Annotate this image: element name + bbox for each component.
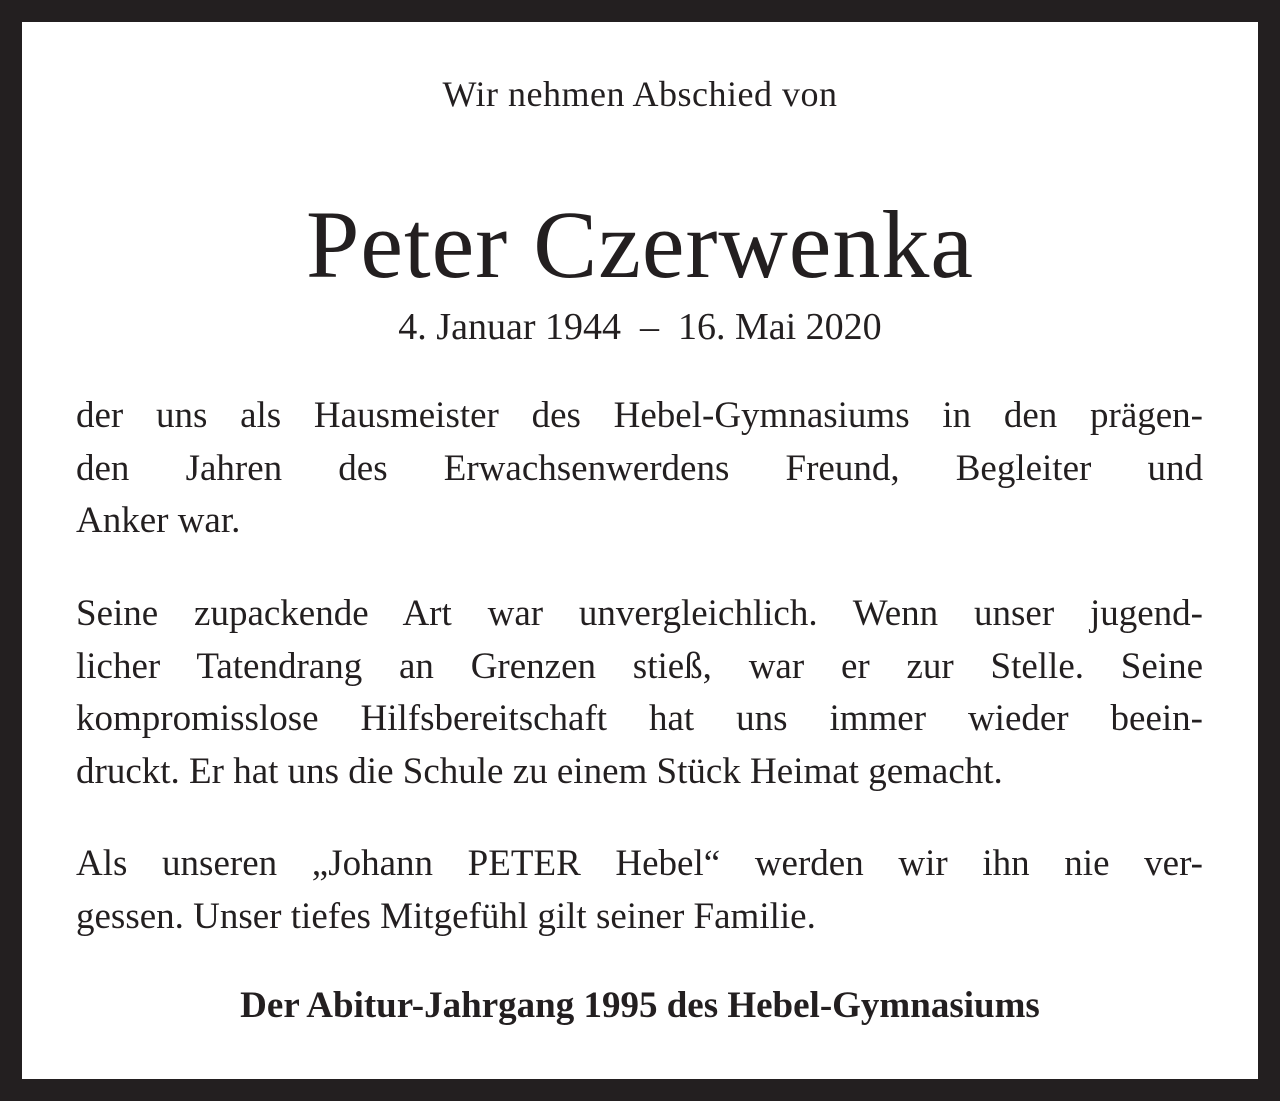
text-line: der uns als Hausmeister des Hebel-Gymnasiums in den prägen- bbox=[76, 395, 1203, 436]
text-line: den Jahren des Erwachsenwerdens Freund, Begleiter und bbox=[76, 447, 1203, 489]
text-line: gessen. Unser tiefes Mitgefühl gilt seiner Familie. bbox=[76, 895, 816, 937]
text-line: licher Tatendrang an Grenzen stieß, war er zur Stelle. Seine bbox=[76, 645, 1203, 687]
text-line: druckt. Er hat uns die Schule zu einem Stück Heimat gemacht. bbox=[76, 750, 1003, 792]
life-dates: 4. Januar 1944 – 16. Mai 2020 bbox=[398, 306, 882, 348]
obituary-notice bbox=[22, 22, 1258, 1079]
text-line: Seine zupackende Art war unvergleichlich. Wenn unser jugend- bbox=[76, 593, 1203, 634]
paragraph-tribute bbox=[76, 390, 1203, 548]
text-line: kompromisslose Hilfsbereitschaft hat uns immer wieder beein- bbox=[76, 698, 1203, 739]
text-line: Anker war. bbox=[76, 500, 241, 541]
signature: Der Abitur-Jahrgang 1995 des Hebel-Gymnasiums bbox=[240, 985, 1040, 1026]
deceased-name: Peter Czerwenka bbox=[305, 191, 974, 298]
text-line: Als unseren „Johann PETER Hebel“ werden wir ihn nie ver- bbox=[76, 843, 1203, 884]
intro-line: Wir nehmen Abschied von bbox=[442, 74, 838, 114]
paragraph-remembrance bbox=[76, 838, 1203, 943]
paragraph-character bbox=[76, 588, 1203, 798]
